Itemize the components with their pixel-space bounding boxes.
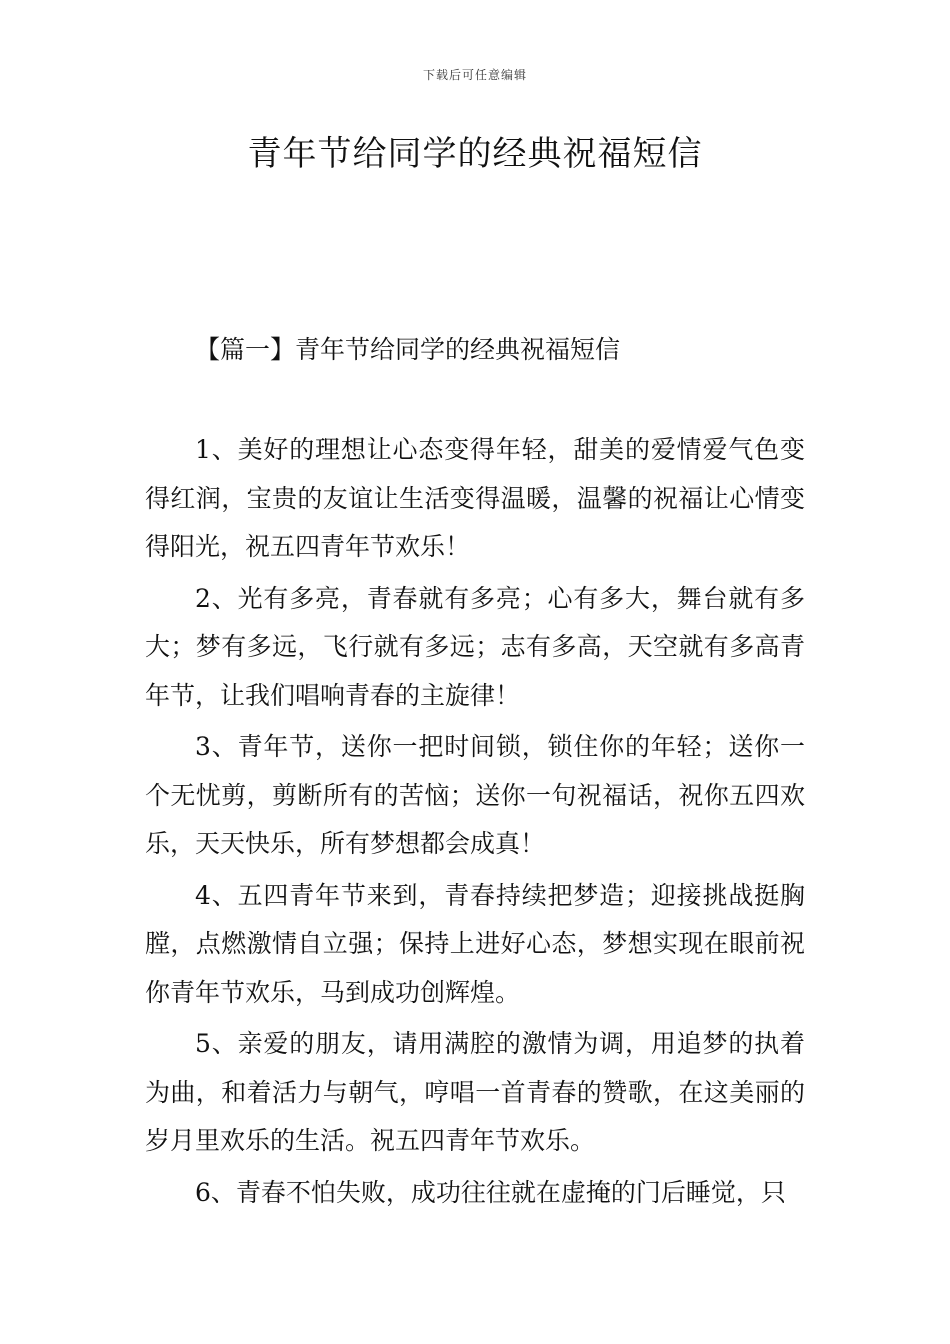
header-note: 下载后可任意编辑: [422, 68, 527, 82]
paragraph-3: 3、青年节，送你一把时间锁，锁住你的年轻；送你一个无忧剪，剪断所有的苦恼；送你一句祝福话，祝你五四欢乐，天天快乐，所有梦想都会成真！: [145, 732, 805, 858]
section-heading: 【篇一】青年节给同学的经典祝福短信: [195, 335, 621, 364]
paragraph-5: 5、亲爱的朋友，请用满腔的激情为调，用追梦的执着为曲，和着活力与朝气，哼唱一首青春的赞歌，在这美丽的岁月里欢乐的生活。祝五四青年节欢乐。: [145, 1029, 805, 1155]
page-title: 青年节给同学的经典祝福短信: [247, 134, 703, 174]
paragraph-6: 6、青春不怕失败，成功往往就在虚掩的门后睡觉，只: [195, 1177, 786, 1207]
paragraph-1: 1、美好的理想让心态变得年轻，甜美的爱情爱气色变得红润，宝贵的友谊让生活变得温暖，温馨的祝福让心情变得阳光，祝五四青年节欢乐！: [145, 435, 805, 561]
body-text: [145, 426, 805, 1220]
paragraph-2: 2、光有多亮，青春就有多亮；心有多大，舞台就有多大；梦有多远，飞行就有多远；志有多高，天空就有多高青年节，让我们唱响青春的主旋律！: [145, 583, 805, 710]
paragraph-4: 4、五四青年节来到，青春持续把梦造；迎接挑战挺胸膛，点燃激情自立强；保持上进好心态，梦想实现在眼前祝你青年节欢乐，马到成功创辉煌。: [145, 880, 805, 1007]
